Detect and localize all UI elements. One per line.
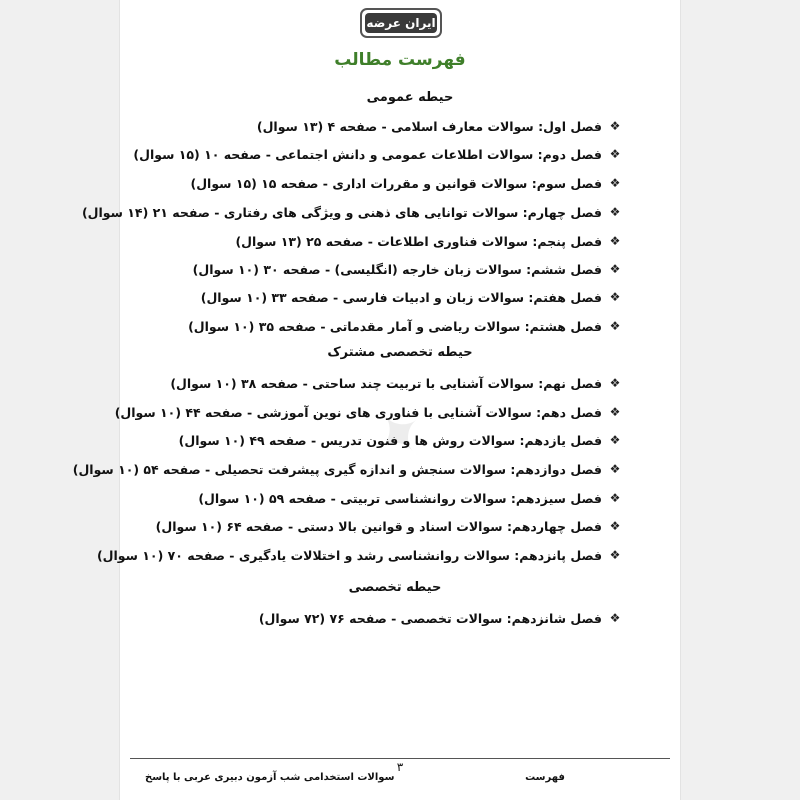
toc-item[interactable]	[191, 173, 623, 193]
diamond-bullet-icon: ❖	[609, 548, 621, 562]
toc-entry-text: فصل چهاردهم: سوالات اسناد و قوانین بالا دستی - صفحه ۶۴ (۱۰ سوال)	[155, 518, 602, 534]
toc-entry-text: فصل یازدهم: سوالات روش ها و فنون تدریس - صفحه ۴۹ (۱۰ سوال)	[178, 432, 602, 448]
toc-entry-text: فصل اول: سوالات معارف اسلامی - صفحه ۴ (۱۳ سوال)	[256, 118, 602, 134]
page-title: فهرست مطالب	[334, 50, 466, 70]
diamond-bullet-icon: ❖	[609, 491, 621, 505]
diamond-bullet-icon: ❖	[609, 405, 621, 419]
toc-item[interactable]	[179, 430, 622, 450]
toc-entry-text: فصل سوم: سوالات قوانین و مقررات اداری - صفحه ۱۵ (۱۵ سوال)	[190, 175, 602, 191]
toc-item[interactable]	[193, 259, 622, 279]
toc-entry-text: فصل سیزدهم: سوالات روانشناسی تربیتی - صفحه ۵۹ (۱۰ سوال)	[198, 490, 602, 506]
section-title-common-specialized: حیطه تخصصی مشترک	[327, 345, 473, 360]
toc-item[interactable]	[198, 488, 622, 508]
brand-logo-text: ایران عرضه	[365, 13, 437, 33]
diamond-bullet-icon: ❖	[609, 433, 621, 447]
diamond-bullet-icon: ❖	[609, 234, 621, 248]
toc-entry-text: فصل دوم: سوالات اطلاعات عمومی و دانش اجتماعی - صفحه ۱۰ (۱۵ سوال)	[133, 146, 602, 162]
diamond-bullet-icon: ❖	[609, 119, 621, 133]
toc-item[interactable]	[201, 287, 622, 307]
toc-entry-text: فصل پانزدهم: سوالات روانشناسی رشد و اختلالات یادگیری - صفحه ۷۰ (۱۰ سوال)	[96, 547, 602, 563]
footer-section-label: فهرست	[525, 772, 565, 783]
footer-document-title: سوالات استخدامی شب آزمون دبیری عربی با پاسخ	[145, 772, 395, 783]
diamond-bullet-icon: ❖	[609, 147, 621, 161]
toc-item[interactable]	[82, 202, 622, 222]
toc-entry-text: فصل نهم: سوالات آشنایی با تربیت چند ساحتی - صفحه ۳۸ (۱۰ سوال)	[170, 375, 602, 391]
toc-item[interactable]	[235, 231, 622, 251]
toc-item[interactable]	[133, 144, 622, 164]
diamond-bullet-icon: ❖	[609, 376, 621, 390]
toc-item[interactable]	[97, 545, 622, 565]
diamond-bullet-icon: ❖	[609, 611, 621, 625]
toc-entry-text: فصل دوازدهم: سوالات سنجش و اندازه گیری پیشرفت تحصیلی - صفحه ۵۴ (۱۰ سوال)	[72, 461, 602, 477]
toc-item[interactable]	[73, 459, 622, 479]
toc-entry-text: فصل هفتم: سوالات زبان و ادبیات فارسی - صفحه ۳۳ (۱۰ سوال)	[200, 289, 602, 305]
section-title-specialized: حیطه تخصصی	[348, 580, 442, 595]
toc-entry-text: فصل هشتم: سوالات ریاضی و آمار مقدماتی - صفحه ۳۵ (۱۰ سوال)	[188, 318, 602, 334]
brand-logo	[360, 8, 442, 38]
toc-item[interactable]	[115, 402, 622, 422]
diamond-bullet-icon: ❖	[609, 262, 621, 276]
diamond-bullet-icon: ❖	[609, 290, 621, 304]
toc-item[interactable]	[170, 373, 622, 393]
diamond-bullet-icon: ❖	[609, 519, 621, 533]
page-number: ۳	[396, 760, 404, 774]
diamond-bullet-icon: ❖	[609, 176, 621, 190]
toc-entry-text: فصل چهارم: سوالات توانایی های ذهنی و ویژگی های رفتاری - صفحه ۲۱ (۱۴ سوال)	[81, 204, 602, 220]
diamond-bullet-icon: ❖	[609, 319, 621, 333]
toc-entry-text: فصل ششم: سوالات زبان خارجه (انگلیسی) - صفحه ۳۰ (۱۰ سوال)	[192, 261, 602, 277]
footer-divider	[130, 758, 670, 759]
toc-item[interactable]	[188, 316, 622, 336]
toc-item[interactable]	[257, 116, 622, 136]
toc-entry-text: فصل پنجم: سوالات فناوری اطلاعات - صفحه ۲۵ (۱۳ سوال)	[235, 233, 602, 249]
toc-entry-text: فصل دهم: سوالات آشنایی با فناوری های نوین آموزشی - صفحه ۴۴ (۱۰ سوال)	[114, 404, 602, 420]
toc-item[interactable]	[259, 608, 622, 628]
diamond-bullet-icon: ❖	[609, 462, 621, 476]
diamond-bullet-icon: ❖	[609, 205, 621, 219]
toc-item[interactable]	[156, 516, 622, 536]
toc-entry-text: فصل شانزدهم: سوالات تخصصی - صفحه ۷۶ (۷۲ سوال)	[258, 610, 602, 626]
section-title-general: حیطه عمومی	[366, 90, 454, 105]
